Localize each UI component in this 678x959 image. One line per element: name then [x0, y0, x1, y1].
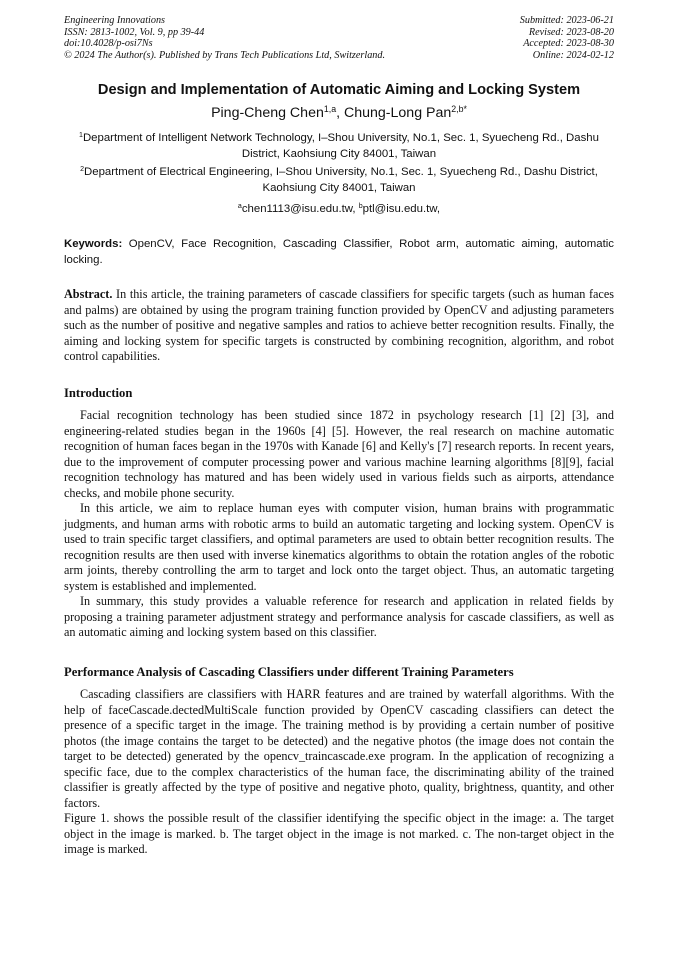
author-list [40, 104, 638, 122]
email-mark: a [237, 203, 242, 211]
keywords-text: OpenCV, Face Recognition, Cascading Classifier, Robot arm, automatic aiming, automatic locking. [64, 238, 614, 266]
abstract [64, 287, 614, 365]
publication-dates [520, 15, 614, 61]
paragraph: Facial recognition technology has been studied since 1872 in psychology research [1] [2] [3], and engineering-related studies began in the 1960s [4] [5]. However, the real research on machine automatic recognition of human faces began in the 1970s with Kanade [6] and Kelly's [7] research reports. In recent years, due to the improvement of computer processing power and various machine learning algorithms [8][9], facial recognition technology has matured and has been widely used in various fields such as airports, attendance checks, and mobile phone security. [64, 408, 614, 500]
journal-copyright: © 2024 The Author(s). Published by Trans Tech Publications Ltd, Switzerland. [64, 49, 386, 61]
paper-title: Design and Implementation of Automatic Aiming and Locking System [97, 82, 581, 98]
email-link[interactable]: ptl@isu.edu.tw, [362, 203, 441, 215]
author-affiliation-mark: 1,a [323, 104, 337, 115]
journal-issn: ISSN: 2813-1002, Vol. 9, pp 39-44 [64, 26, 205, 38]
section-heading: Performance Analysis of Cascading Classifiers under different Training Parameters [64, 665, 514, 679]
paragraph: Figure 1. shows the possible result of the classifier identifying the specific object in the image: a. The target object in the image is marked. b. The target object in the image is not marked. c. The non-target object in the image is marked. [64, 811, 614, 856]
affiliation-number: 2 [80, 166, 85, 174]
section-body [64, 408, 614, 641]
affiliation-number: 1 [79, 132, 83, 140]
paragraph: Cascading classifiers are classifiers with HARR features and are trained by waterfall algorithms. With the help of faceCascade.dectedMultiScale function provided by OpenCV cascading classifiers can detect the presence of a specific target in the image. The training method is by providing a certain number of positive photos (the image contains the target to be detected) and the negative photos (the image does not contain the target to be detected) generated by the opencv_traincascade.exe program. In the application of recognizing a specific face, due to the complex characteristics of the human face, the discriminating ability of the trained classifier is greatly affected by the type of positive and negative photo, quality, brightness, quantity, and other factors. [64, 687, 614, 810]
paragraph: In summary, this study provides a valuable reference for research and application in related fields by proposing a training parameter adjustment strategy and performance analysis for cascade classifiers, as well as an automatic aiming and locking system based on this classifier. [64, 594, 614, 639]
affiliation-text: Department of Intelligent Network Technology, I–Shou University, No.1, Sec. 1, Syuecheng Rd., Dashu District, Kaohsiung City 84001, Taiwan [82, 132, 599, 160]
email-mark: b [358, 203, 363, 211]
author-emails [60, 202, 618, 217]
journal-info-header [64, 15, 385, 61]
author-name: Chung-Long Pan [343, 105, 452, 121]
date-accepted: Accepted: 2023-08-30 [523, 38, 614, 50]
abstract-text: In this article, the training parameters of cascade classifiers for specific targets (such as human faces and palms) are obtained by using the program training function provided by OpenCV and adjusting parameters such as the number of positive and negative samples and ratios to achieve better recognition results. Finally, the aiming and locking system for specific targets is constructed by combining recognition, algorithm, and robot control capabilities. [64, 287, 614, 363]
affiliation [60, 131, 618, 162]
keywords-label: Keywords: [64, 238, 123, 250]
date-submitted: Submitted: 2023-06-21 [519, 15, 614, 26]
paragraph: In this article, we aim to replace human eyes with computer vision, human brains with programmatic judgments, and human arms with robotic arms to build an automatic targeting and locking system. OpenCV is used to train specific target classifiers, and optimal parameters are used to obtain better recognition results. The recognition results are then used with inverse kinematics algorithms to obtain the rotation angles of the robotic arm joints, thereby controlling the arm to target and lock onto the target object. Thus, an automatic targeting system is established and implemented. [64, 501, 614, 593]
affiliation-text: Department of Electrical Engineering, I–Shou University, No.1, Sec. 1, Syuecheng Rd., Dashu District, Kaohsiung City 84001, Taiwan [84, 166, 598, 194]
section-heading: Introduction [64, 386, 133, 400]
journal-doi: doi:10.4028/p-osi7Ns [64, 38, 153, 50]
journal-name: Engineering Innovations [64, 15, 166, 26]
author-affiliation-mark: 2,b* [451, 104, 467, 115]
keywords [64, 237, 614, 268]
section-body [64, 687, 614, 858]
date-online: Online: 2024-02-12 [532, 49, 614, 61]
author-separator: , [336, 105, 344, 121]
affiliation [60, 165, 618, 196]
date-revised: Revised: 2023-08-20 [528, 26, 614, 38]
email-link[interactable]: chen1113@isu.edu.tw, [241, 203, 359, 215]
author-name: Ping-Cheng Chen [211, 105, 324, 121]
abstract-label: Abstract. [64, 287, 113, 301]
